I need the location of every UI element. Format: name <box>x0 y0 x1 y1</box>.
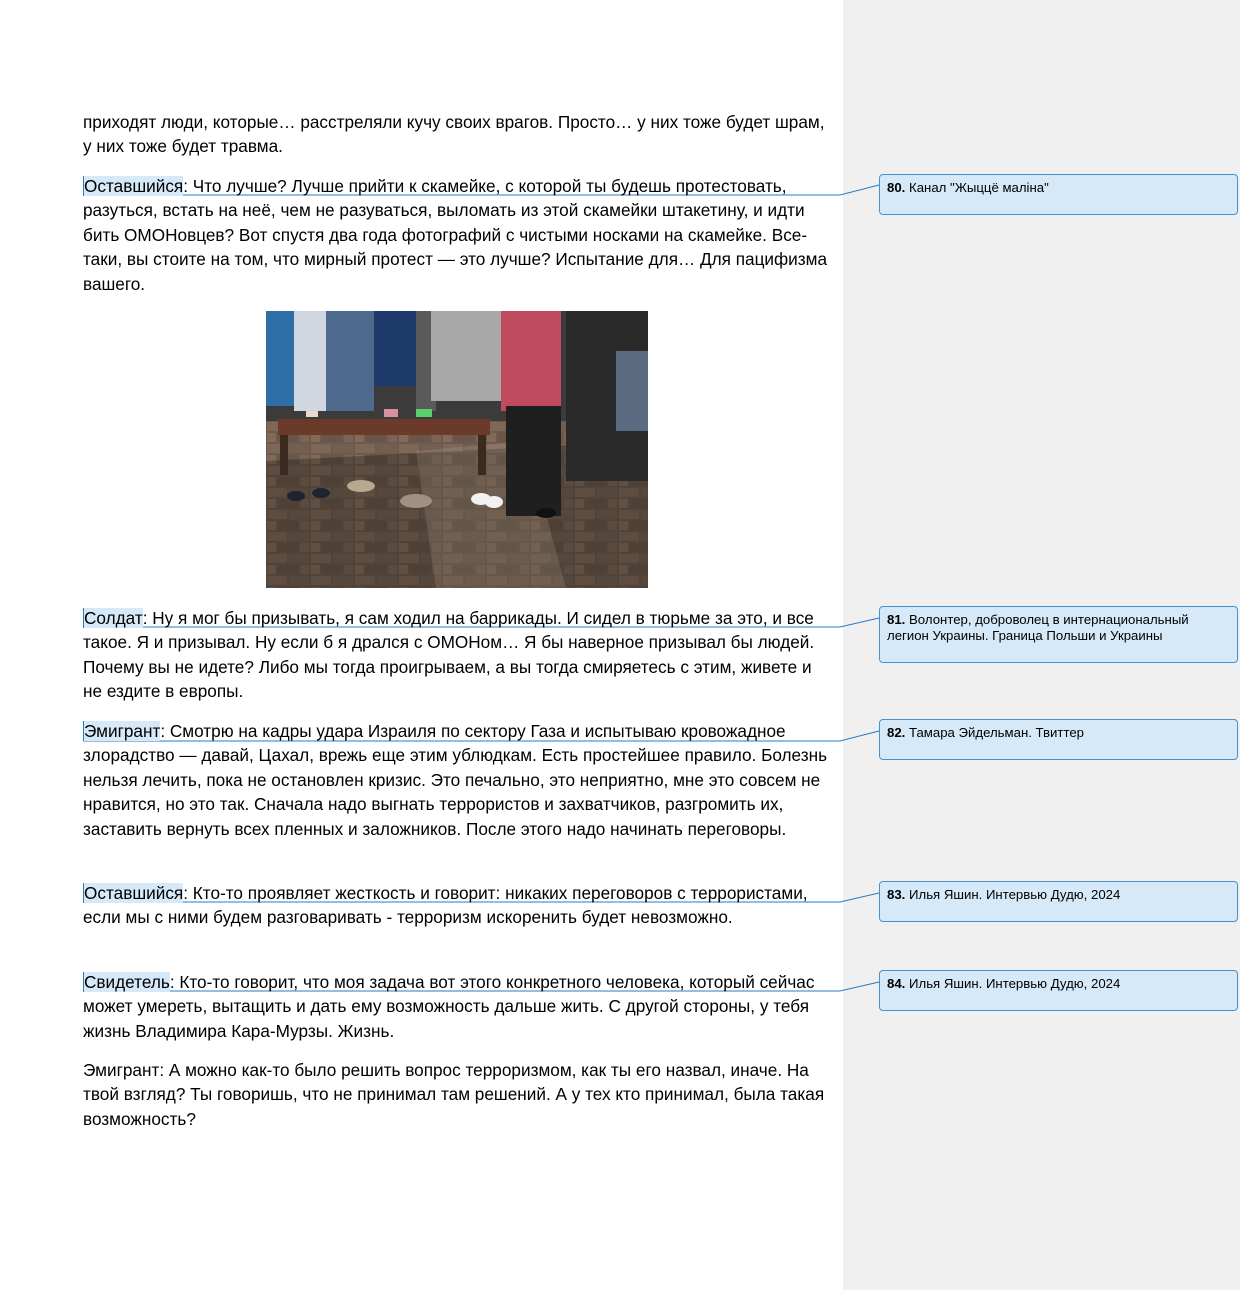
paragraph-3 <box>83 606 833 704</box>
comment-text: Илья Яшин. Интервью Дудю, 2024 <box>909 976 1121 991</box>
protest-bench-photo <box>266 311 648 588</box>
comment-number: 83. <box>887 887 906 902</box>
comment-number: 82. <box>887 725 906 740</box>
comment-82[interactable] <box>879 719 1238 760</box>
speaker-highlight[interactable]: Оставшийся <box>84 176 184 196</box>
paragraph-text: : Кто-то проявляет жесткость и говорит: никаких переговоров с террористами, если мы с ними будем разговаривать - терроризм искоренить будет невозможно. <box>83 883 808 928</box>
paragraph-6 <box>83 970 833 1043</box>
comment-text: Канал "Жыццё маліна" <box>909 180 1049 195</box>
paragraph-text: : Смотрю на кадры удара Израиля по сектору Газа и испытываю кровожадное злорадство — давай, Цахал, врежь еще этим ублюдкам. Есть простейшее правило. Болезнь нельзя лечить, пока не остановлен кризис. Это печально, это неприятно, мне это совсем не нравится, но это так. Сначала надо выгнать террористов и захватчиков, разгромить их, заставить вернуть всех пленных и заложников. После этого надо начинать переговоры. <box>83 721 828 839</box>
comment-84[interactable] <box>879 970 1238 1011</box>
paragraph-text: : Что лучше? Лучше прийти к скамейке, с которой ты будешь протестовать, разуться, встать на неё, чем не разуваться, выломать из этой скамейки штакетину, и идти бить ОМОНовцев? Вот спустя два года фотографий с чистыми носками на скамейке. Все-таки, вы стоите на том, что мирный протест — это лучше? Испытание для… Для пацифизма вашего. <box>83 176 828 294</box>
comment-81[interactable] <box>879 606 1238 663</box>
speaker-highlight[interactable]: Оставшийся <box>84 883 184 903</box>
paragraph-text: : Ну я мог бы призывать, я сам ходил на баррикады. И сидел в тюрьме за это, и все такое. Я и призывал. Ну если б я дрался с ОМОНом… Я бы наверное призывал бы людей. Почему вы не идете? Либо мы тогда проигрываем, а вы тогда смиряетесь с этим, живете и не ездите в европы. <box>83 608 815 702</box>
speaker-highlight[interactable]: Свидетель <box>84 972 170 992</box>
paragraph-text: приходят люди, которые… расстреляли кучу своих врагов. Просто… у них тоже будет шрам, у них тоже будет травма. <box>83 112 825 157</box>
comment-83[interactable] <box>879 881 1238 922</box>
speaker-highlight[interactable]: Эмигрант <box>84 721 161 741</box>
comment-text: Илья Яшин. Интервью Дудю, 2024 <box>909 887 1121 902</box>
speaker-highlight[interactable]: Солдат <box>84 608 143 628</box>
paragraph-5 <box>83 881 833 930</box>
paragraph-text: Эмигрант: А можно как-то было решить вопрос терроризмом, как ты его назвал, иначе. На твой взгляд? Ты говоришь, что не принимал там решений. А у тех кто принимал, была такая возможность? <box>83 1060 825 1129</box>
paragraph-4 <box>83 719 833 841</box>
comment-number: 81. <box>887 612 906 627</box>
paragraph-7 <box>83 1058 833 1131</box>
paragraph-2 <box>83 174 833 296</box>
comment-text: Тамара Эйдельман. Твиттер <box>909 725 1085 740</box>
comment-number: 84. <box>887 976 906 991</box>
comment-text: Волонтер, доброволец в интернациональный легион Украины. Граница Польши и Украины <box>887 612 1189 643</box>
comment-number: 80. <box>887 180 906 195</box>
paragraph-1 <box>83 110 833 159</box>
comment-80[interactable] <box>879 174 1238 215</box>
paragraph-text: : Кто-то говорит, что моя задача вот этого конкретного человека, который сейчас может умереть, вытащить и дать ему возможность дальше жить. С другой стороны, у тебя жизнь Владимира Кара-Мурзы. Жизнь. <box>83 972 815 1041</box>
